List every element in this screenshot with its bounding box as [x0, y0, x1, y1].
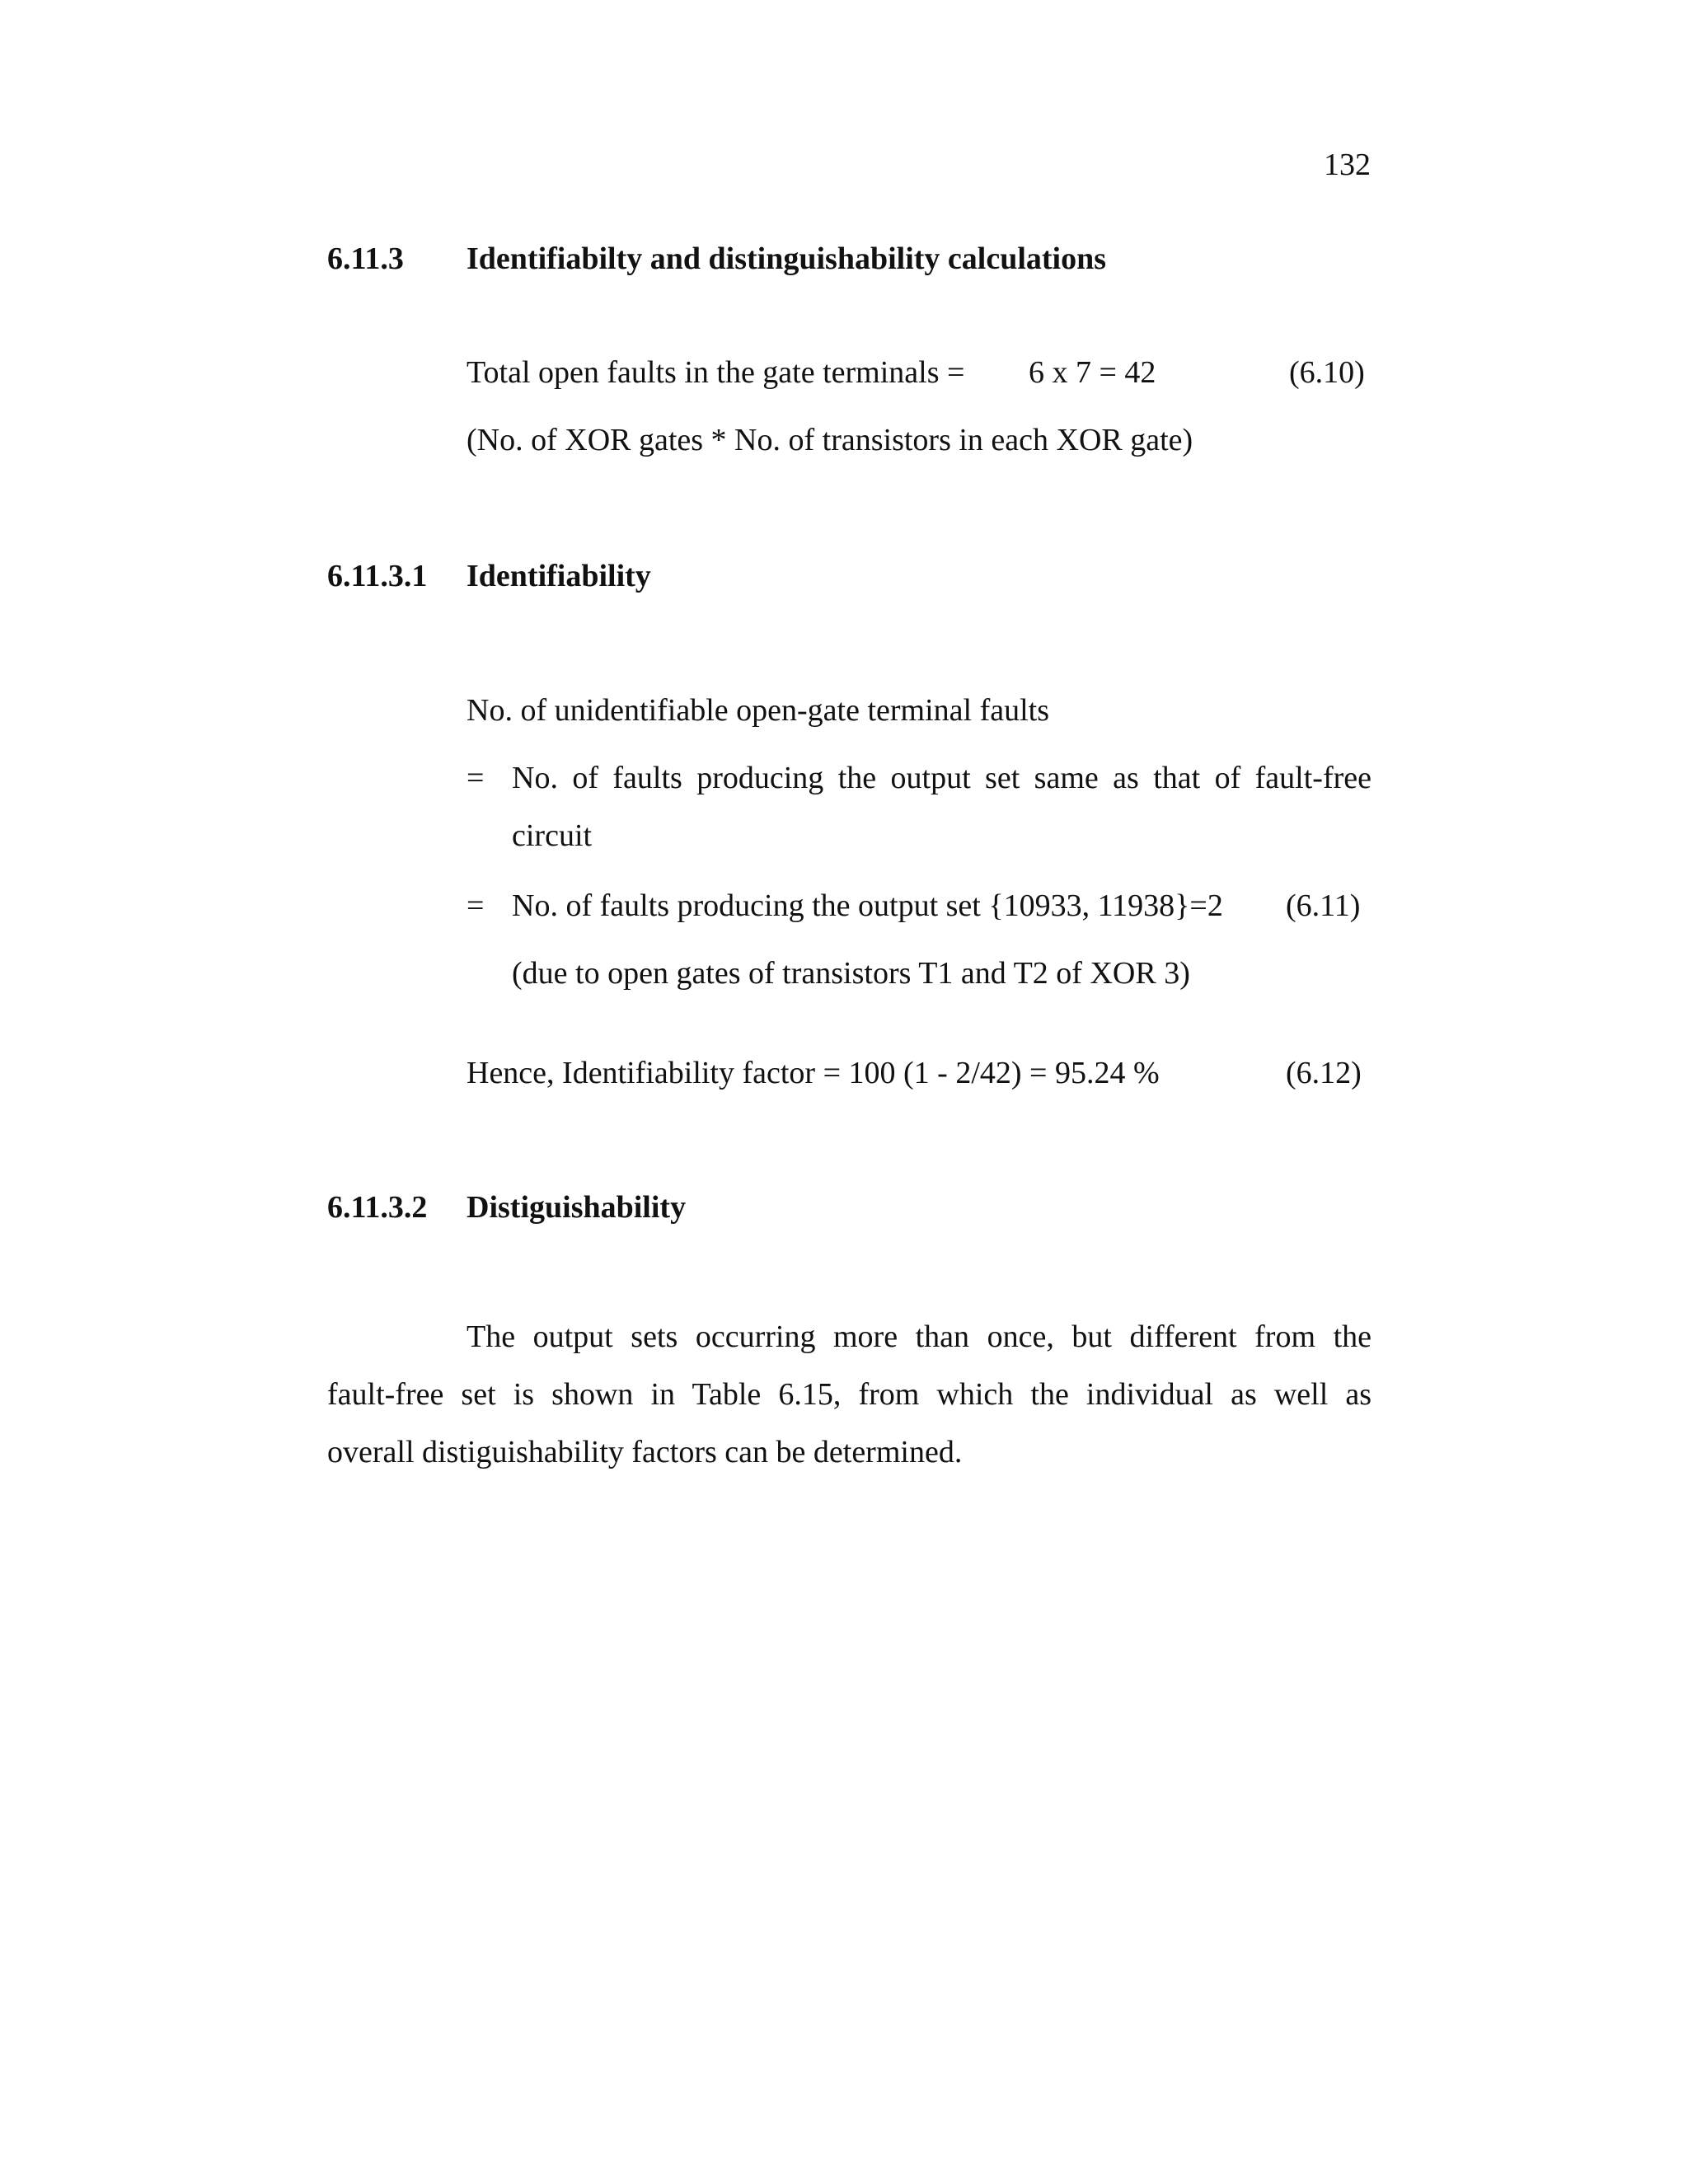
distinguishability-paragraph-line-1: The output sets occurring more than once, but different from the	[467, 1319, 1372, 1354]
equals-sign-1: =	[467, 761, 485, 795]
distinguishability-paragraph-line-3: overall distiguishability factors can be determined.	[327, 1435, 963, 1469]
identifiability-factor-line: Hence, Identifiability factor = 100 (1 - 2/42) = 95.24 %	[467, 1056, 1160, 1090]
faults-same-output-line: No. of faults producing the output set same as that of fault-free	[512, 761, 1372, 795]
equation-number-6-10: (6.10)	[1289, 355, 1365, 390]
page-number: 132	[1324, 148, 1371, 182]
unidentifiable-intro: No. of unidentifiable open-gate terminal faults	[467, 693, 1049, 728]
section-number: 6.11.3	[327, 241, 404, 276]
subsection-title-distinguishability: Distiguishability	[467, 1190, 687, 1225]
equation-number-6-12: (6.12)	[1286, 1056, 1362, 1090]
section-title: Identifiabilty and distinguishability calculations	[467, 241, 1107, 276]
subsection-title-identifiability: Identifiability	[467, 559, 651, 593]
equals-sign-2: =	[467, 888, 485, 923]
faults-same-output-continuation: circuit	[512, 818, 593, 853]
equation-number-6-11: (6.11)	[1286, 888, 1361, 923]
total-faults-note: (No. of XOR gates * No. of transistors in each XOR gate)	[467, 423, 1193, 457]
total-faults-lhs: Total open faults in the gate terminals =	[467, 355, 965, 390]
subsection-number-distinguishability: 6.11.3.2	[327, 1190, 428, 1225]
open-gates-note: (due to open gates of transistors T1 and T2 of XOR 3)	[512, 956, 1190, 991]
distinguishability-paragraph-line-2: fault-free set is shown in Table 6.15, from which the individual as well as	[327, 1377, 1372, 1412]
faults-output-set-line: No. of faults producing the output set {10933, 11938}=2	[512, 888, 1223, 923]
total-faults-rhs: 6 x 7 = 42	[1029, 355, 1156, 390]
subsection-number-identifiability: 6.11.3.1	[327, 559, 428, 593]
